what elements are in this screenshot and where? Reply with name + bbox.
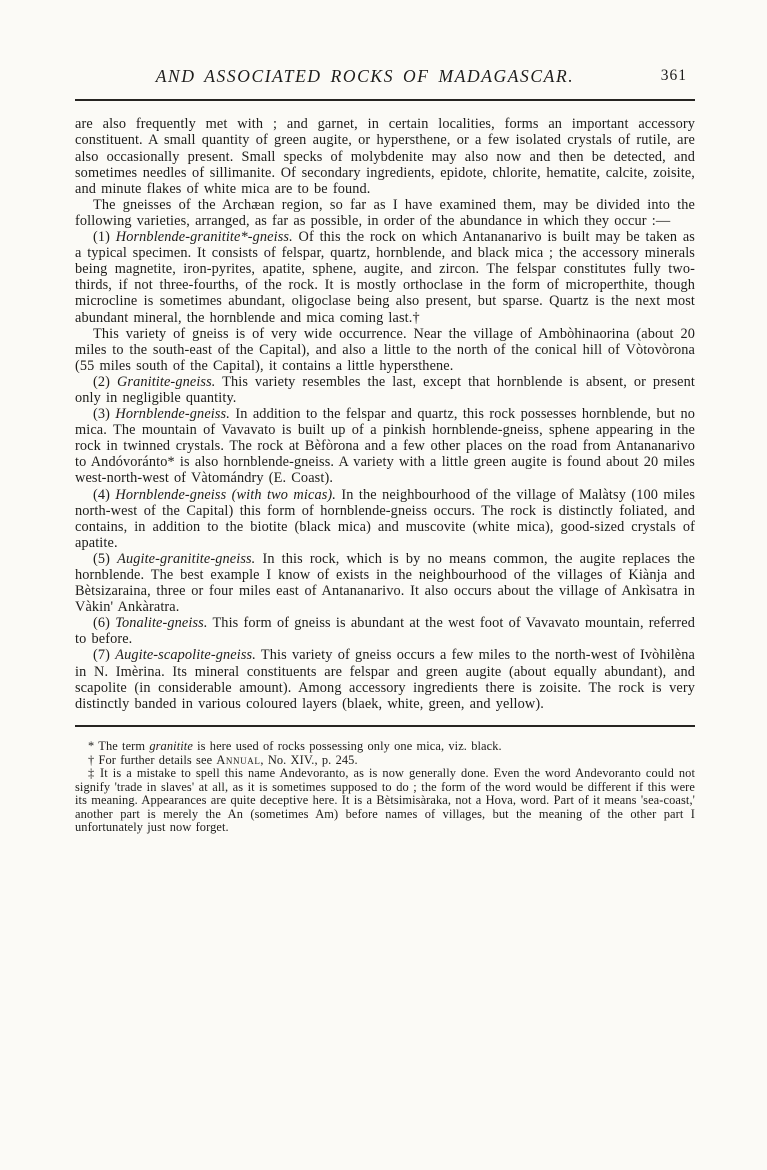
footnotes	[75, 740, 695, 835]
paragraph-segment: This variety of gneiss is of very wide occurrence. Near the village of Ambòhinaorina (about 20 miles to the south-east of the Capital), and also a little to the north of the conical hill of Vòtovòrona (55 miles south of the Capital), it contains a little hypersthene.	[75, 325, 695, 374]
footnote-segment: Annual	[216, 752, 261, 767]
footnote	[75, 740, 695, 754]
paragraph-segment: In the neighbourhood of the village of Malàtsy (100 miles north-west of the Capital) this form of hornblende-gneiss occurs. The rock is distinctly foliated, and contains, in addition to the biotite (black mica) and muscovite (white mica), good-sized crystals of apatite.	[75, 486, 695, 551]
footnote	[75, 767, 695, 835]
paragraph	[75, 326, 695, 374]
paragraph-segment: Granitite-gneiss.	[116, 373, 216, 390]
paragraph-segment: (6)	[93, 615, 116, 632]
paragraph-segment: Augite-granitite-gneiss.	[117, 550, 256, 567]
text-column	[75, 0, 695, 835]
paragraph-segment: (7)	[93, 647, 116, 664]
page-title: AND ASSOCIATED ROCKS OF MADAGASCAR.	[155, 66, 575, 86]
paragraph-segment: (3)	[93, 406, 116, 423]
body-text	[75, 116, 695, 711]
paragraph	[75, 374, 695, 406]
footnote-segment: is here used of rocks possessing only one mica, viz. black.	[192, 739, 502, 754]
running-head	[75, 66, 695, 90]
paragraph-segment: (1)	[93, 229, 116, 246]
paragraph-segment: Hornblende-granitite*-gneiss.	[115, 229, 293, 246]
footnote-segment: † For further details see	[88, 752, 217, 767]
paragraph	[75, 615, 695, 647]
footnote-segment: granitite	[149, 739, 193, 754]
paragraph-segment: Hornblende-gneiss.	[115, 406, 230, 423]
header-rule	[75, 99, 695, 101]
paragraph-segment: Augite-scapolite-gneiss.	[115, 647, 256, 664]
paragraph-segment: Tonalite-gneiss.	[115, 615, 208, 632]
paragraph-segment: (2)	[93, 373, 117, 390]
paragraph	[75, 229, 695, 326]
paragraph-segment: This form of gneiss is abundant at the west foot of Vavavato mountain, referred to before.	[75, 615, 695, 648]
paragraph-segment: In addition to the felspar and quartz, this rock possesses hornblende, but no mica. The mountain of Vavavato is built up of a pinkish hornblende-gneiss, sphene appearing in the rock in twinned crystals. The rock at Bèfòrona and a few other places on the road from Antananarivo to Andóvoránto* is also hornblende-gneiss. A variety with a little green augite is found about 20 miles west-north-west of Vàtomándry (E. Coast).	[75, 406, 695, 487]
paragraph-segment: (4)	[93, 486, 116, 503]
paragraph-segment: The gneisses of the Archæan region, so far as I have examined them, may be divided into the following varieties, arranged, as far as possible, in order of the abundance in which they occur :—	[75, 196, 695, 229]
footnote-segment: * The term	[88, 739, 150, 754]
paragraph	[75, 487, 695, 551]
paragraph	[75, 647, 695, 711]
paragraph-segment: (5)	[93, 550, 118, 567]
paragraph	[75, 406, 695, 486]
paragraph-segment: This variety resembles the last, except that hornblende is absent, or present only in negligible quantity.	[75, 373, 695, 406]
footnote-segment: , No. XIV., p. 245.	[260, 752, 358, 767]
paragraph-segment: Of this the rock on which Antananarivo is built may be taken as a typical specimen. It consists of felspar, quartz, hornblende, and black mica ; the accessory minerals being magnetite, iron-pyrites, apatite, sphene, augite, and zircon. The felspar constitutes fully two-thirds, if not three-fourths, of the rock. It is mostly orthoclase in the form of microperthite, though microcline is sometimes abundant, oligoclase being also present, but sparse. Quartz is the next most abundant mineral, the hornblende and mica coming last.†	[75, 229, 695, 326]
footnote	[75, 754, 695, 768]
paragraph-segment: In this rock, which is by no means common, the augite replaces the hornblende. The best example I know of exists in the neighbourhood of the villages of Kiànja and Bètsizaraina, three or four miles east of Antananarivo. It also occurs about the village of Ankìsatra in Vàkin' Ankàratra.	[75, 550, 696, 616]
page-number: 361	[660, 67, 687, 84]
paragraph	[75, 116, 695, 196]
paragraph-segment: This variety of gneiss occurs a few miles to the north-west of Ivòhilèna in N. Imèrina. Its mineral constituents are felspar and green augite (about equally abundant), and scapolite (in considerable amount). Among accessory ingredients there is zoisite. The rock is very distinctly banded in various coloured layers (blaek, white, green, and yellow).	[75, 647, 696, 712]
paragraph-segment: are also frequently met with ; and garnet, in certain localities, forms an important accessory constituent. A small quantity of green augite, or hypersthene, or a few isolated crystals of rutile, are also occasionally present. Small specks of molybdenite may also now and then be detected, and sometimes needles of sillimanite. Of secondary ingredients, epidote, chlorite, hematite, calcite, zoisite, and minute flakes of white mica are to be found.	[75, 116, 695, 197]
paragraph	[75, 551, 695, 615]
footnote-rule	[75, 725, 695, 727]
paragraph	[75, 197, 695, 229]
footnote-segment: ‡ It is a mistake to spell this name Andevoranto, as is now generally done. Even the word Andevoranto could not signify 'trade in slaves' at all, as it is sometimes supposed to do ; the form of the word would be different if this were its meaning. Appearances are quite deceptive here. It is a Bètsimisàraka, not a Hova, word. Part of it means 'sea-coast,' another part is merely the An (sometimes Am) before names of villages, but the meaning of the other part I unfortunately just now forget.	[75, 766, 695, 835]
paragraph-segment: Hornblende-gneiss (with two micas).	[115, 486, 336, 503]
